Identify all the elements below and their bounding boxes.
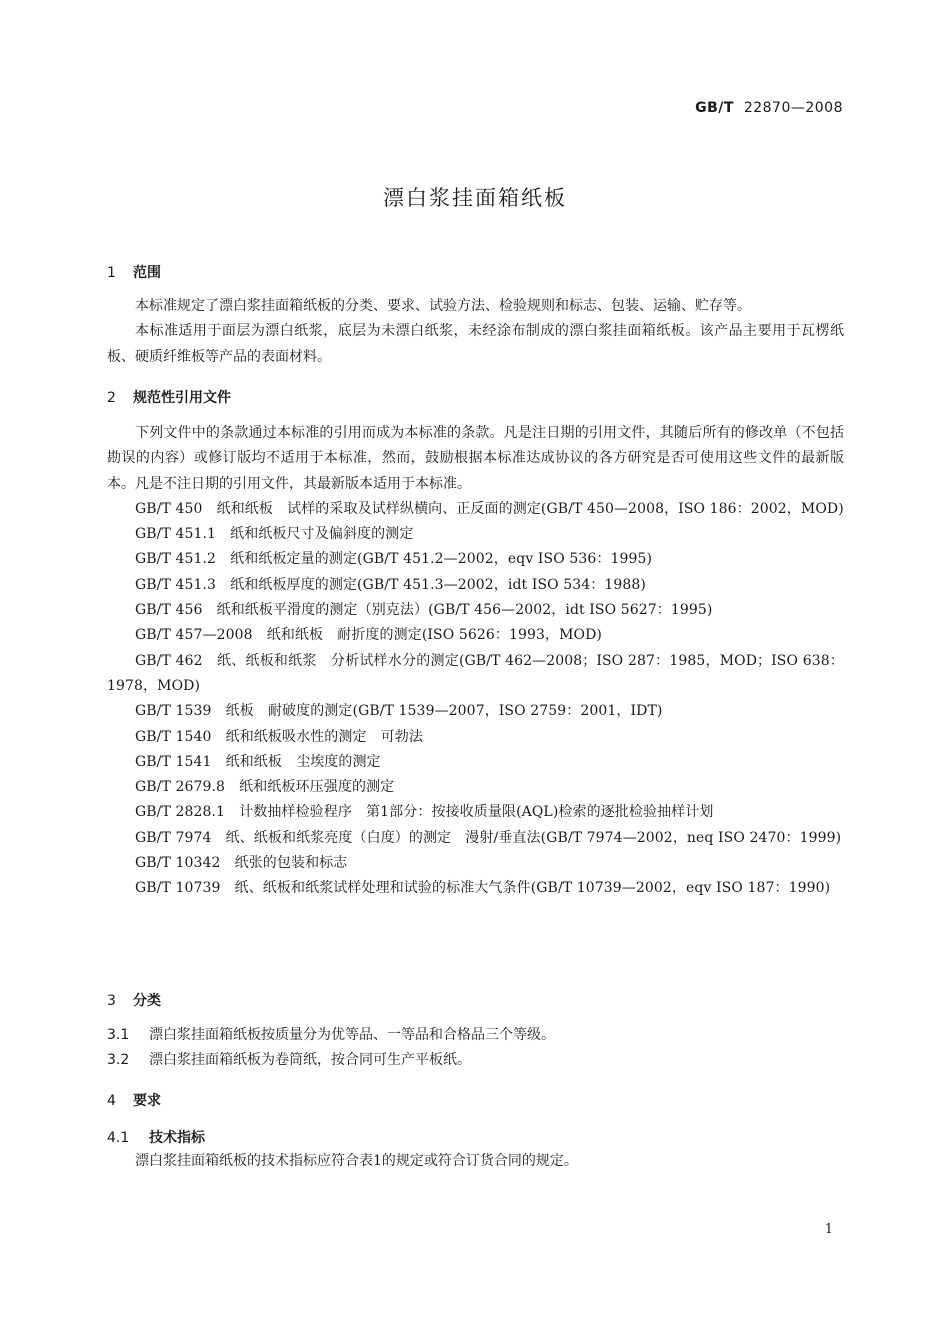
section-1-paragraph: 本标准规定了漂白浆挂面箱纸板的分类、要求、试验方法、检验规则和标志、包装、运输、贮存等。 <box>135 298 751 314</box>
clause-3-2 <box>107 1048 844 1073</box>
standard-prefix: GB/T <box>695 100 734 116</box>
section-4-number: 4 <box>107 1093 116 1109</box>
document-title: 漂白浆挂面箱纸板 <box>383 186 567 210</box>
section-2-intro: 下列文件中的条款通过本标准的引用而成为本标准的条款。凡是注日期的引用文件，其随后所有的修改单（不包括勘误的内容）或修订版均不适用于本标准，然而，鼓励根据本标准达成协议的各方研究是否可使用这些文件的最新版本。凡是不注日期的引用文件，其最新版本适用于本标准。 <box>107 425 844 492</box>
reference-item: GB/T 2679.8 纸和纸板环压强度的测定 <box>135 779 395 796</box>
section-1-paragraph: 本标准适用于面层为漂白纸浆，底层为未漂白纸浆，未经涂布制成的漂白浆挂面箱纸板。该产品主要用于瓦楞纸板、硬质纤维板等产品的表面材料。 <box>107 323 844 365</box>
clause-text: 漂白浆挂面箱纸板按质量分为优等品、一等品和合格品三个等级。 <box>149 1027 555 1043</box>
clause-number: 3.2 <box>107 1052 130 1068</box>
subsection-4-1-number: 4.1 <box>107 1130 130 1146</box>
clause-3-1 <box>107 1023 844 1048</box>
section-3-number: 3 <box>107 993 116 1009</box>
reference-item: GB/T 10739 纸、纸板和纸浆试样处理和试验的标准大气条件(GB/T 10739—2002，eqv ISO 187：1990) <box>135 880 831 897</box>
section-3-heading <box>107 990 161 1010</box>
subsection-4-1-heading <box>107 1127 205 1147</box>
clause-number: 3.1 <box>107 1027 130 1043</box>
section-4-title: 要求 <box>133 1093 161 1109</box>
section-2-heading <box>107 387 231 407</box>
standard-code: 22870—2008 <box>743 100 843 116</box>
reference-item: GB/T 450 纸和纸板 试样的采取及试样纵横向、正反面的测定(GB/T 450—2008，ISO 186：2002，MOD) <box>135 500 844 517</box>
reference-item: GB/T 2828.1 计数抽样检验程序 第1部分：按接收质量限(AQL)检索的逐批检验抽样计划 <box>135 804 714 821</box>
reference-item: GB/T 1540 纸和纸板吸水性的测定 可勃法 <box>135 728 424 745</box>
standard-number <box>695 100 843 116</box>
reference-item: GB/T 451.1 纸和纸板尺寸及偏斜度的测定 <box>135 526 414 543</box>
subsection-4-1-paragraph: 漂白浆挂面箱纸板的技术指标应符合表1的规定或符合订货合同的规定。 <box>135 1153 578 1169</box>
reference-item: GB/T 456 纸和纸板平滑度的测定（别克法）(GB/T 456—2002，idt ISO 5627：1995) <box>135 602 713 619</box>
reference-item: GB/T 1539 纸板 耐破度的测定(GB/T 1539—2007，ISO 2759：2001，IDT) <box>135 703 663 720</box>
page-number: 1 <box>824 1222 833 1237</box>
reference-item: GB/T 457—2008 纸和纸板 耐折度的测定(ISO 5626：1993，MOD) <box>135 627 602 644</box>
section-2-title: 规范性引用文件 <box>133 390 231 406</box>
section-3-title: 分类 <box>133 993 161 1009</box>
section-4-heading <box>107 1090 161 1110</box>
section-2-number: 2 <box>107 390 116 406</box>
section-1-body <box>107 294 844 370</box>
clause-text: 漂白浆挂面箱纸板为卷筒纸，按合同可生产平板纸。 <box>149 1052 471 1068</box>
reference-item: GB/T 10342 纸张的包装和标志 <box>135 855 348 872</box>
subsection-4-1-body <box>107 1149 844 1174</box>
reference-item: GB/T 7974 纸、纸板和纸浆亮度（白度）的测定 漫射/垂直法(GB/T 7974—2002，neq ISO 2470：1999) <box>135 829 842 846</box>
section-1-heading <box>107 262 161 282</box>
reference-item: GB/T 451.2 纸和纸板定量的测定(GB/T 451.2—2002，eqv ISO 536：1995) <box>135 551 653 568</box>
reference-item: GB/T 462 纸、纸板和纸浆 分析试样水分的测定(GB/T 462—2008；ISO 287：1985，MOD；ISO 638：1978，MOD) <box>107 652 844 694</box>
reference-item: GB/T 451.3 纸和纸板厚度的测定(GB/T 451.3—2002，idt ISO 534：1988) <box>135 576 646 593</box>
section-2-body <box>107 421 844 902</box>
section-1-title: 范围 <box>133 265 161 281</box>
reference-item: GB/T 1541 纸和纸板 尘埃度的测定 <box>135 753 381 770</box>
subsection-4-1-title: 技术指标 <box>149 1130 205 1146</box>
section-1-number: 1 <box>107 265 116 281</box>
